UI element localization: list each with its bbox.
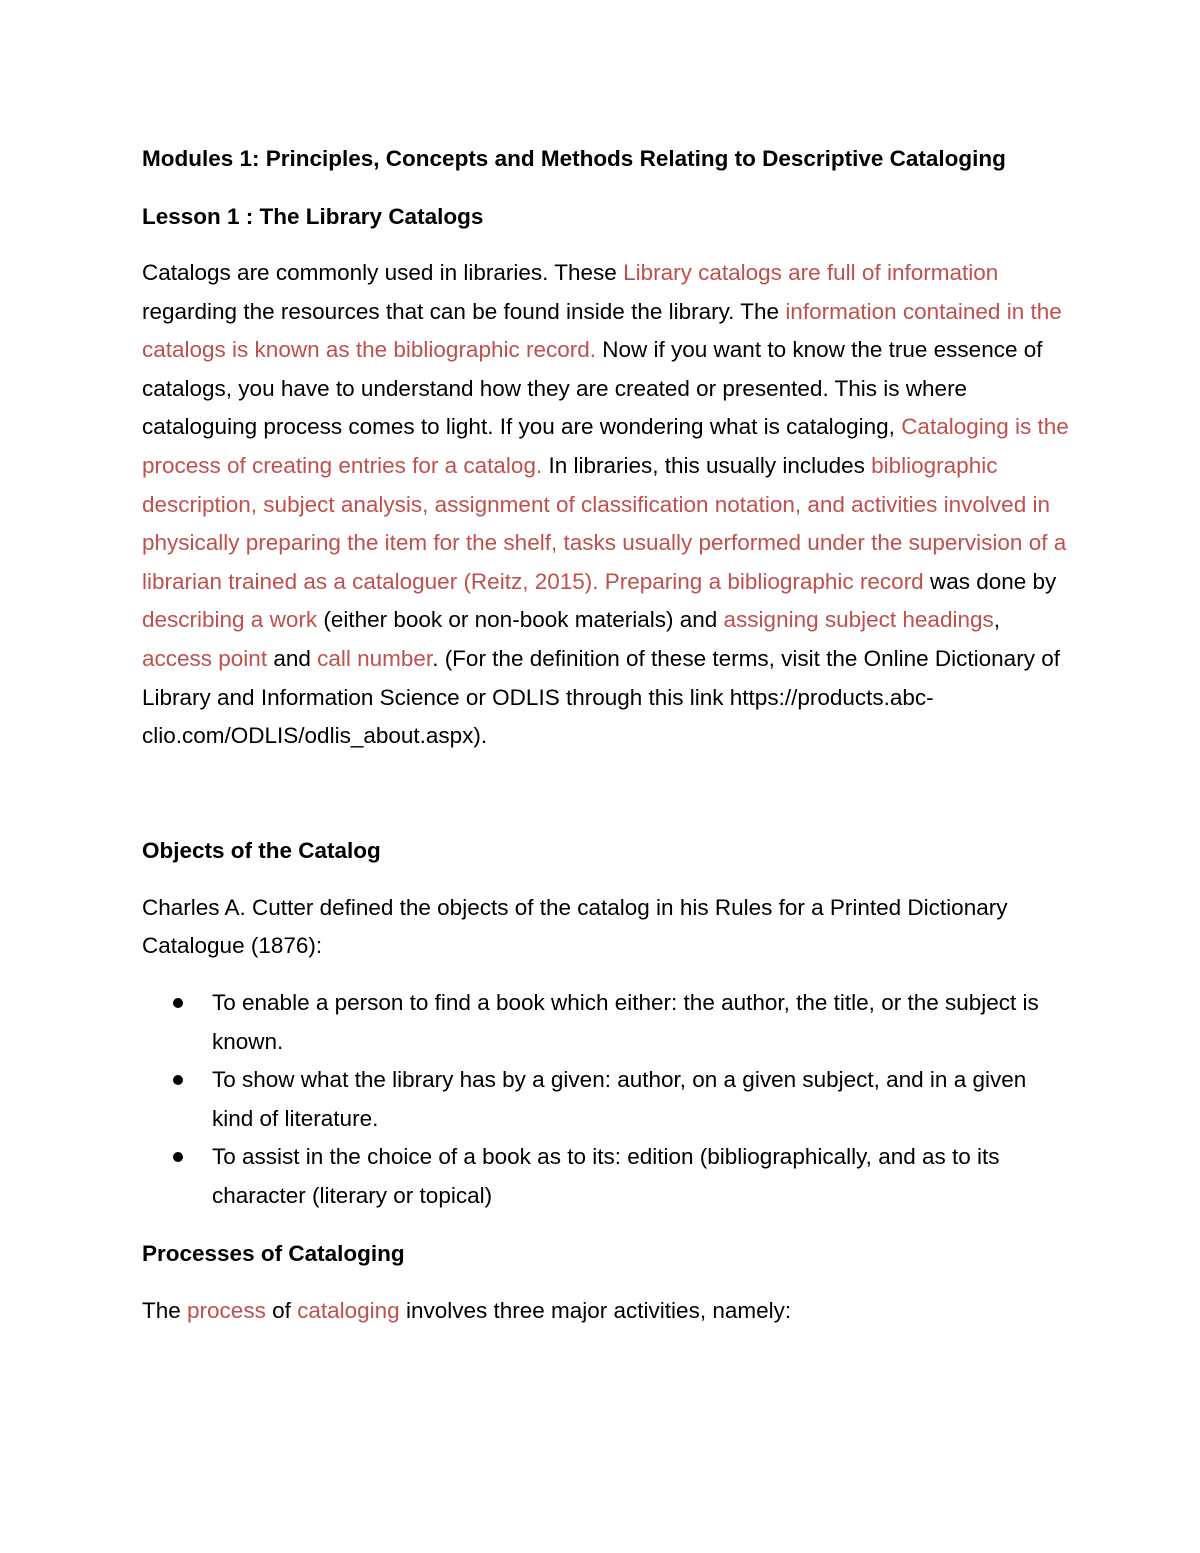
processes-heading: Processes of Cataloging (142, 1241, 405, 1267)
list-item-text: To show what the library has by a given: author, on a given subject, and in a given kind of literature. (212, 1067, 1027, 1131)
bullet-icon (173, 998, 183, 1008)
intro-run-highlight: assigning subject headings (723, 607, 994, 633)
intro-run: In libraries, this usually includes (542, 452, 872, 478)
intro-run-highlight: describing a work (142, 607, 318, 633)
intro-run-highlight: Library catalogs are full of information (623, 260, 999, 285)
intro-run: Now if you want to know the true essence of catalogs, you have to understand how they are created or presented. This is where cataloguing process comes to light. If you are wondering what is cataloging, (142, 337, 1043, 440)
intro-run-highlight: Cataloging is the process of creating entries for a catalog. (142, 414, 1069, 478)
bullet-icon (173, 1075, 183, 1085)
module-title: Modules 1: Principles, Concepts and Methods Relating to Descriptive Cataloging (142, 146, 1006, 171)
list-item-text: To assist in the choice of a book as to its: edition (bibliographically, and as to its character (literary or topical) (212, 1144, 1000, 1208)
intro-run: regarding the resources that can be found inside the library. The (142, 298, 786, 324)
objects-list (142, 984, 1072, 1216)
bullet-icon (173, 1152, 183, 1162)
list-item (142, 984, 1072, 1061)
document-page (142, 140, 1072, 1331)
objects-heading: Objects of the Catalog (142, 837, 381, 863)
processes-paragraph (142, 1292, 1072, 1331)
intro-run: and (267, 645, 318, 671)
lesson-title: Lesson 1 : The Library Catalogs (142, 204, 484, 229)
intro-run: . (For the definition of these terms, visit the Online Dictionary of Library and Information Science or ODLIS through this link https://products.abc-clio.com/ODLIS/odlis_about.aspx). (142, 645, 1060, 749)
processes-run: The (142, 1298, 188, 1324)
intro-run: Catalogs are commonly used in libraries. These (142, 260, 624, 285)
processes-run-highlight: process (187, 1298, 266, 1324)
processes-run: of (265, 1298, 298, 1324)
intro-run: (either book or non-book materials) and (317, 607, 724, 633)
intro-run-highlight: call number (317, 645, 433, 671)
processes-run-highlight: cataloging (297, 1298, 400, 1324)
intro-run: was done by (923, 568, 1057, 594)
intro-run-highlight: Preparing a bibliographic record (604, 568, 924, 594)
cutter-intro-paragraph: Charles A. Cutter defined the objects of the catalog in his Rules for a Printed Dictionary Catalogue (1876): (142, 894, 1008, 959)
processes-run: involves three major activities, namely: (399, 1298, 792, 1324)
list-item (142, 1061, 1072, 1138)
list-item-text: To enable a person to find a book which either: the author, the title, or the subject is known. (212, 989, 1039, 1054)
intro-paragraph (142, 254, 1072, 756)
list-item (142, 1138, 1072, 1215)
intro-run-highlight: access point (142, 645, 268, 671)
intro-run: , (993, 607, 1000, 633)
intro-run-highlight: bibliographic description, subject analysis, assignment of classification notation, and activities involved in physically preparing the item for the shelf, tasks usually performed under the supervision of a librarian trained as a cataloguer (Reitz, 2015). (142, 452, 1067, 594)
intro-run-highlight: information contained in the catalogs is known as the bibliographic record. (142, 298, 1062, 363)
